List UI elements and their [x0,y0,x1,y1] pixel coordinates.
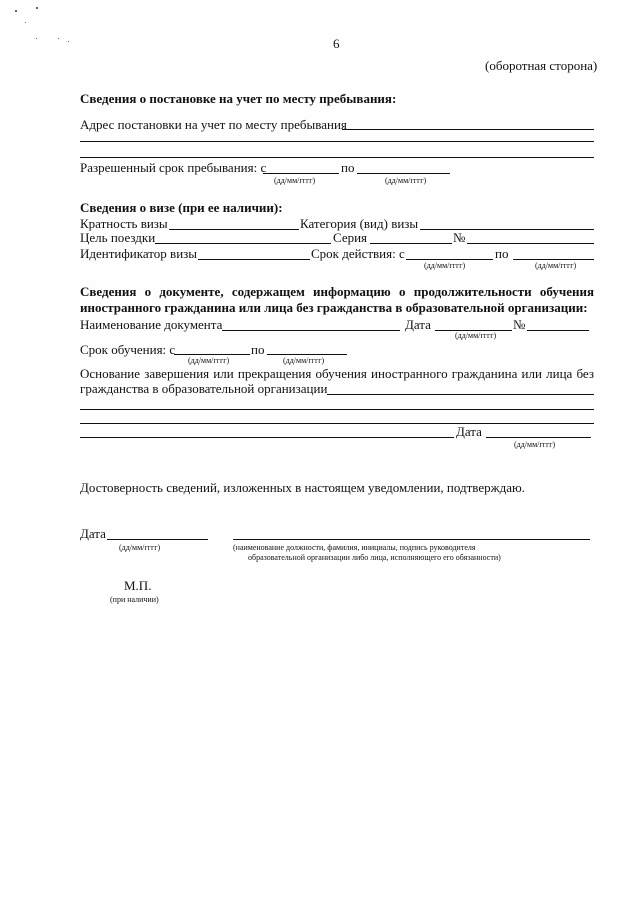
document-number-label: № [513,317,526,332]
address-label: Адрес постановки на учет по месту пребывания [80,117,347,132]
visa-number-label: № [453,230,466,245]
stay-period-from-hint: (дд/мм/гггг) [274,176,316,185]
visa-category-label: Категория (вид) визы [300,216,419,231]
stay-period-label: Разрешенный срок пребывания: с [80,160,267,175]
scan-speck [58,38,59,39]
visa-multiplicity-label: Кратность визы [80,216,168,231]
visa-validity-to-label: по [495,246,509,261]
study-period-label: Срок обучения: с [80,342,176,357]
signature-line [233,539,590,540]
signature-hint-line-1: (наименование должности, фамилия, инициалы, подпись руководителя [233,543,476,552]
scan-speck [36,38,37,39]
stay-period-to-underline [357,173,450,174]
visa-series-label: Серия [333,230,368,245]
stay-period-to-hint: (дд/мм/гггг) [385,176,427,185]
scan-speck [15,10,17,12]
page-number: 6 [333,36,340,51]
signature-hint-line-2: образовательной организации либо лица, исполняющего его обязанности) [248,553,501,562]
completion-date-underline [486,437,591,438]
document-date-label: Дата [405,317,431,332]
address-field-line-3[interactable] [80,143,594,158]
document-section-title-line-1: Сведения о документе, содержащем информацию о продолжительности обучения [80,284,594,299]
visa-id-label: Идентификатор визы [80,246,198,261]
document-name-underline [222,330,400,331]
scan-speck [36,7,38,9]
visa-validity-to-underline [513,259,594,260]
stay-period-from-underline [263,173,339,174]
visa-number-underline [467,243,594,244]
address-extra-line-2 [80,157,594,158]
visa-section-title: Сведения о визе (при ее наличии): [80,200,283,215]
confirmation-date-hint: (дд/мм/гггг) [119,543,161,552]
reverse-side-note: (оборотная сторона) [485,58,598,73]
trip-purpose-underline [155,243,331,244]
visa-validity-label: Срок действия: с [311,246,405,261]
study-period-to-underline [267,354,347,355]
confirmation-date-label: Дата [80,526,106,541]
document-date-hint: (дд/мм/гггг) [455,331,497,340]
address-extra-line-1 [80,141,594,142]
document-name-label: Наименование документа [80,317,223,332]
visa-id-underline [198,259,310,260]
study-period-from-hint: (дд/мм/гггг) [188,356,230,365]
study-period-to-hint: (дд/мм/гггг) [283,356,325,365]
scan-speck [68,41,69,42]
study-period-from-underline [174,354,250,355]
completion-date-label: Дата [456,424,482,439]
stamp-label: М.П. [124,578,152,593]
stay-period-to-label: по [341,160,355,175]
stay-section-title: Сведения о постановке на учет по месту пребывания: [80,91,397,106]
completion-basis-label-line-2: гражданства в образовательной организации [80,381,328,396]
trip-purpose-label: Цель поездки [80,230,156,245]
study-period-to-label: по [251,342,265,357]
confirmation-date-underline [107,539,208,540]
scan-speck [25,22,26,23]
completion-basis-underline [327,394,594,395]
completion-date-hint: (дд/мм/гггг) [514,440,556,449]
document-section-title-line-2: иностранного гражданина или лица без гражданства в образовательной организации: [80,300,588,315]
stamp-hint: (при наличии) [110,595,159,604]
document-number-underline [527,330,589,331]
completion-basis-extra-line-3 [80,437,454,438]
completion-basis-label-line-1: Основание завершения или прекращения обучения иностранного гражданина или лица без [80,366,594,381]
visa-series-underline [370,243,452,244]
confirmation-text: Достоверность сведений, изложенных в настоящем уведомлении, подтверждаю. [80,480,525,495]
visa-validity-from-hint: (дд/мм/гггг) [424,261,466,270]
visa-validity-from-underline [406,259,493,260]
visa-validity-to-hint: (дд/мм/гггг) [535,261,577,270]
